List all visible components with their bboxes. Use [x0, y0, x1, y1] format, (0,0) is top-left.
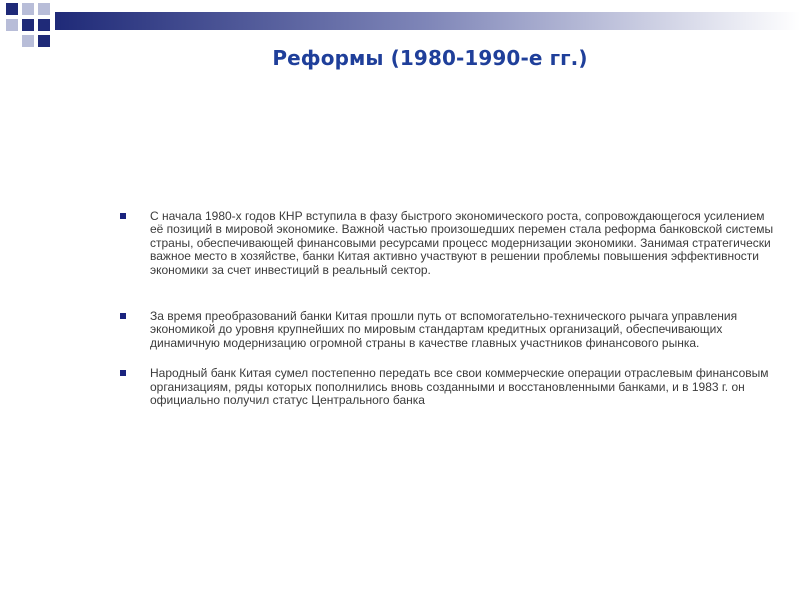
square-bullet-icon	[120, 213, 126, 219]
header-decoration	[0, 0, 800, 48]
bullet-text: Народный банк Китая сумел постепенно передать все свои коммерческие операции отраслевым финансовым организациям, ряды которых пополнились вновь созданными и восстановленными банками, и в 1983 г. он официально получил статус Центрального банка	[150, 366, 769, 408]
bullet-item	[118, 367, 778, 407]
bullet-text: С начала 1980-х годов КНР вступила в фазу быстрого экономического роста, сопровождающегося усилением её позиций в мировой экономике. Важной частью произошедших перемен стала реформа банковской системы страны, обеспечивающей финансовыми ресурсами процесс модернизации экономики. Занимая стратегически важное место в хозяйстве, банки Китая активно участвуют в решении проблемы повышения эффективности экономики за счет инвестиций в реальный сектор.	[150, 209, 774, 277]
square-bullet-icon	[120, 313, 126, 319]
header-squares	[6, 3, 50, 47]
bullet-item	[118, 310, 778, 350]
bullet-list	[118, 210, 778, 407]
bullet-item	[118, 210, 778, 277]
slide-title: Реформы (1980-1990-е гг.)	[272, 46, 588, 70]
header-gradient-band	[55, 12, 800, 30]
square-bullet-icon	[120, 370, 126, 376]
bullet-text: За время преобразований банки Китая прошли путь от вспомогательно-технического рычага управления экономикой до уровня крупнейших по мировым стандартам кредитных организаций, обеспечивающих динамичную модернизацию огромной страны в качестве главных участников финансового рынка.	[150, 309, 738, 350]
